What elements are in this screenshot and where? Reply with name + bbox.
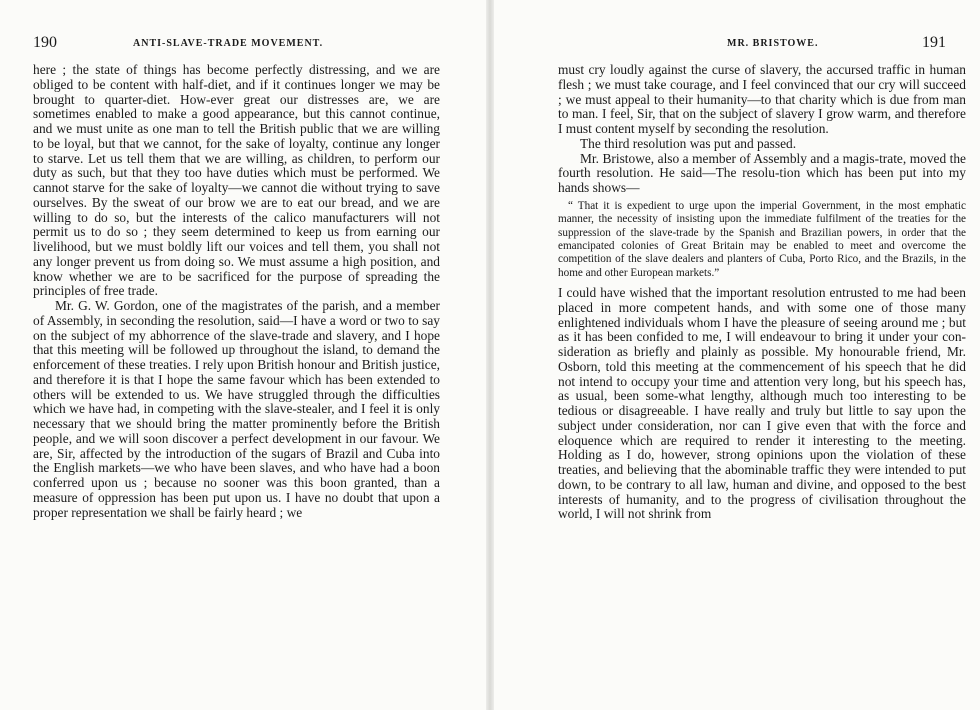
left-body-text xyxy=(33,63,440,520)
paragraph: must cry loudly against the curse of slavery, the accursed traffic in human flesh ; we must take courage, and I feel convinced that our cry will succeed ; we must appeal to their humanity—to that charity which is due from man to man. I feel, Sir, that on the subject of slavery I grow warm, and therefore I must content myself by seconding the resolution. xyxy=(558,62,966,136)
paragraph: I could have wished that the important resolution entrusted to me had been placed in more competent hands, and with some one of those many enlightened individuals whom I have the pleasure of seeing around me ; but as it has been confided to me, I will endeavour to bring it under your con-sideration as briefly and plainly as possible. My honourable friend, Mr. Osborn, told this meeting at the commencement of his speech that he did not intend to occupy your time and attention very long, but his speech has, as usual, been some-what lengthy, although much too interesting to be tedious or disagreeable. I have really and truly but little to say upon the subject under consideration, nor can I give even that with the force and eloquence which are required to render it interesting to the meeting. Holding as I do, however, strong opinions upon the violation of these treaties, and believing that the abominable traffic they were intended to put down, to be contrary to all law, human and divine, and opposed to the best interests of humanity, and to the progress of civilisation throughout the world, I will not shrink from xyxy=(558,285,966,522)
running-head xyxy=(490,34,980,50)
paragraph: Mr. G. W. Gordon, one of the magistrates of the parish, and a member of Assembly, in seconding the resolution, said—I have a word or two to say on the subject of my abhorrence of the slave-trade and slavery, and I hope that this meeting will be followed up throughout the island, to demand the enforcement of these treaties. I rely upon British honour and British justice, and therefore it is that I hope the same favour which has been extended to others will be extended to us. We have struggled through the difficulties which we have had, in competing with the slave-stealer, and I feel it is only necessary that we should bring the matter prominently before the British people, and we will soon discover a perfect development in our favour. We are, Sir, affected by the introduction of the sugars of Brazil and Cuba into the English markets—we who have been slaves, and who have had a boon conferred upon us ; because no sooner was this boon granted, than a measure of oppression has been put upon us. I have no doubt that upon a proper representation we shall be fairly heard ; we xyxy=(33,298,440,520)
page-number: 191 xyxy=(922,34,946,51)
paragraph: here ; the state of things has become perfectly distressing, and we are obliged to be content with half-diet, and if it continues longer we may be brought to quarter-diet. How-ever great our distresses are, we are sometimes enabled to make a good appearance, but this cannot continue, and we must unite as one man to tell the British public that we are willing to be loyal, but that we cannot, for the sake of loyalty, continue any longer to starve. Let us tell them that we are willing, as children, to perform our duty as such, but that they too have duties which must be performed. We cannot starve for the sake of loyalty—we cannot die without trying to save ourselves. By the sweat of our brow we are to eat our bread, and we are willing to do so, but the interests of the calico manufacturers will not permit us to do so ; they seem determined to keep us from earning our livelihood, but we must boldly lift our voices and tell them, you shall not any longer prevent us from doing so. We must assume a high position, and know whether we are to be sacrificed for the purpose of spreading the principles of free trade. xyxy=(33,62,440,299)
quote-text: “ That it is expedient to urge upon the imperial Government, in the most emphatic manner, the necessity of insisting upon the immediate fulfilment of the treaties for the suppression of the slave-trade by the Spanish and Brazilian powers, in order that the emancipated colonies of Great Britain may be enabled to meet and overcome the competition of the slave dealers and planters of Cuba, Porto Rico, and the Brazils, in the home and other European markets.” xyxy=(558,199,966,279)
right-body-text xyxy=(558,63,966,522)
page-number: 190 xyxy=(33,34,57,51)
running-head-text: MR. BRISTOWE. xyxy=(727,38,819,49)
paragraph: Mr. Bristowe, also a member of Assembly and a magis-trate, moved the fourth resolution. He said—The resolu-tion which has been put into my hands shows— xyxy=(558,150,966,195)
resolution-quote xyxy=(558,200,966,280)
running-head xyxy=(0,34,490,50)
right-page xyxy=(490,0,980,710)
running-head-text: ANTI-SLAVE-TRADE MOVEMENT. xyxy=(133,38,324,49)
paragraph: The third resolution was put and passed. xyxy=(580,135,797,151)
